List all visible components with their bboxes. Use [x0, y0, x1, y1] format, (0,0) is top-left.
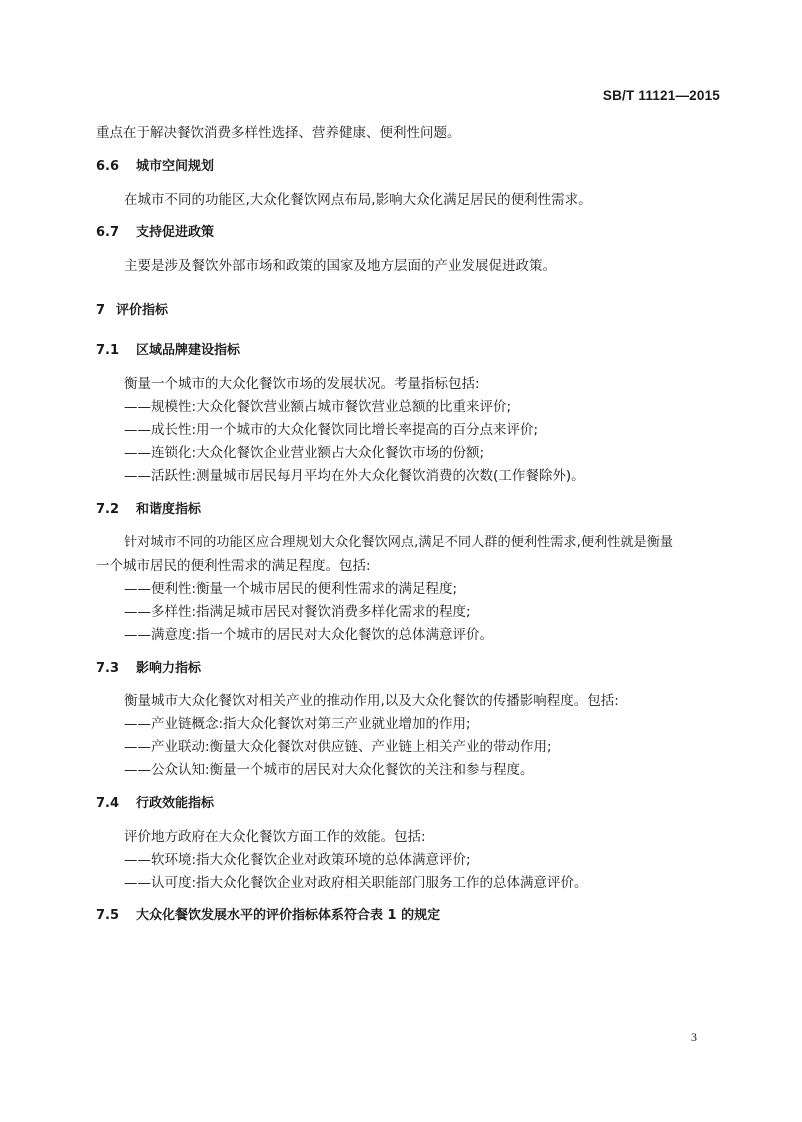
section-7-2-heading — [96, 501, 201, 519]
chapter-7-heading — [96, 302, 168, 320]
list-item: ——便利性:衡量一个城市居民的便利性需求的满足程度; — [124, 581, 458, 597]
section-6-6-heading — [96, 158, 214, 176]
list-item: ——公众认知:衡量一个城市的居民对大众化餐饮的关注和参与程度。 — [124, 762, 534, 778]
section-7-1-heading — [96, 342, 240, 360]
section-number: 7.2 — [96, 502, 120, 517]
section-number: 6.6 — [96, 159, 120, 174]
list-item: ——规模性:大众化餐饮营业额占城市餐饮营业总额的比重来评价; — [124, 399, 512, 415]
section-7-2-intro-line1: 针对城市不同的功能区应合理规划大众化餐饮网点,满足不同人群的便利性需求,便利性就是衡量 — [124, 535, 674, 550]
standard-code: SB/T 11121—2015 — [602, 88, 720, 103]
section-6-7-text: 主要是涉及餐饮外部市场和政策的国家及地方层面的产业发展促进政策。 — [124, 258, 556, 274]
section-title: 区域品牌建设指标 — [136, 343, 241, 358]
list-item: ——认可度:指大众化餐饮企业对政府相关职能部门服务工作的总体满意评价。 — [124, 875, 588, 891]
section-7-4-intro: 评价地方政府在大众化餐饮方面工作的效能。包括: — [124, 829, 426, 845]
list-item: ——产业链概念:指大众化餐饮对第三产业就业增加的作用; — [124, 716, 471, 732]
section-number: 7.5 — [96, 908, 120, 923]
list-item: ——软环境:指大众化餐饮企业对政策环境的总体满意评价; — [124, 852, 471, 868]
section-title: 行政效能指标 — [136, 796, 215, 811]
section-title: 城市空间规划 — [136, 159, 215, 174]
list-item: ——产业联动:衡量大众化餐饮对供应链、产业链上相关产业的带动作用; — [124, 739, 552, 755]
section-6-7-heading — [96, 224, 214, 242]
section-number: 7.1 — [96, 343, 120, 358]
continuation-text: 重点在于解决餐饮消费多样性选择、营养健康、便利性问题。 — [96, 125, 461, 141]
section-title: 和谐度指标 — [136, 502, 202, 517]
section-7-1-intro: 衡量一个城市的大众化餐饮市场的发展状况。考量指标包括: — [124, 376, 480, 392]
section-title: 大众化餐饮发展水平的评价指标体系符合表 1 的规定 — [136, 908, 441, 923]
section-7-3-heading — [96, 660, 201, 678]
section-6-6-text: 在城市不同的功能区,大众化餐饮网点布局,影响大众化满足居民的便利性需求。 — [124, 192, 592, 208]
section-7-2-intro-line2: 一个城市居民的便利性需求的满足程度。包括: — [96, 558, 371, 574]
section-number: 6.7 — [96, 225, 120, 240]
list-item: ——连锁化:大众化餐饮企业营业额占大众化餐饮市场的份额; — [124, 445, 485, 461]
list-item: ——成长性:用一个城市的大众化餐饮同比增长率提高的百分点来评价; — [124, 422, 539, 438]
section-title: 影响力指标 — [136, 661, 202, 676]
list-item: ——满意度:指一个城市的居民对大众化餐饮的总体满意评价。 — [124, 627, 494, 643]
section-7-5-heading — [96, 907, 440, 925]
section-title: 支持促进政策 — [136, 225, 215, 240]
section-number: 7.4 — [96, 796, 120, 811]
section-number: 7.3 — [96, 661, 120, 676]
section-7-4-heading — [96, 795, 214, 813]
list-item: ——活跃性:测量城市居民每月平均在外大众化餐饮消费的次数(工作餐除外)。 — [124, 468, 585, 484]
page-number: 3 — [691, 1030, 697, 1044]
chapter-title: 评价指标 — [116, 303, 169, 318]
list-item: ——多样性:指满足城市居民对餐饮消费多样化需求的程度; — [124, 604, 471, 620]
chapter-number: 7 — [96, 303, 106, 318]
section-7-3-intro: 衡量城市大众化餐饮对相关产业的推动作用,以及大众化餐饮的传播影响程度。包括: — [124, 693, 619, 709]
